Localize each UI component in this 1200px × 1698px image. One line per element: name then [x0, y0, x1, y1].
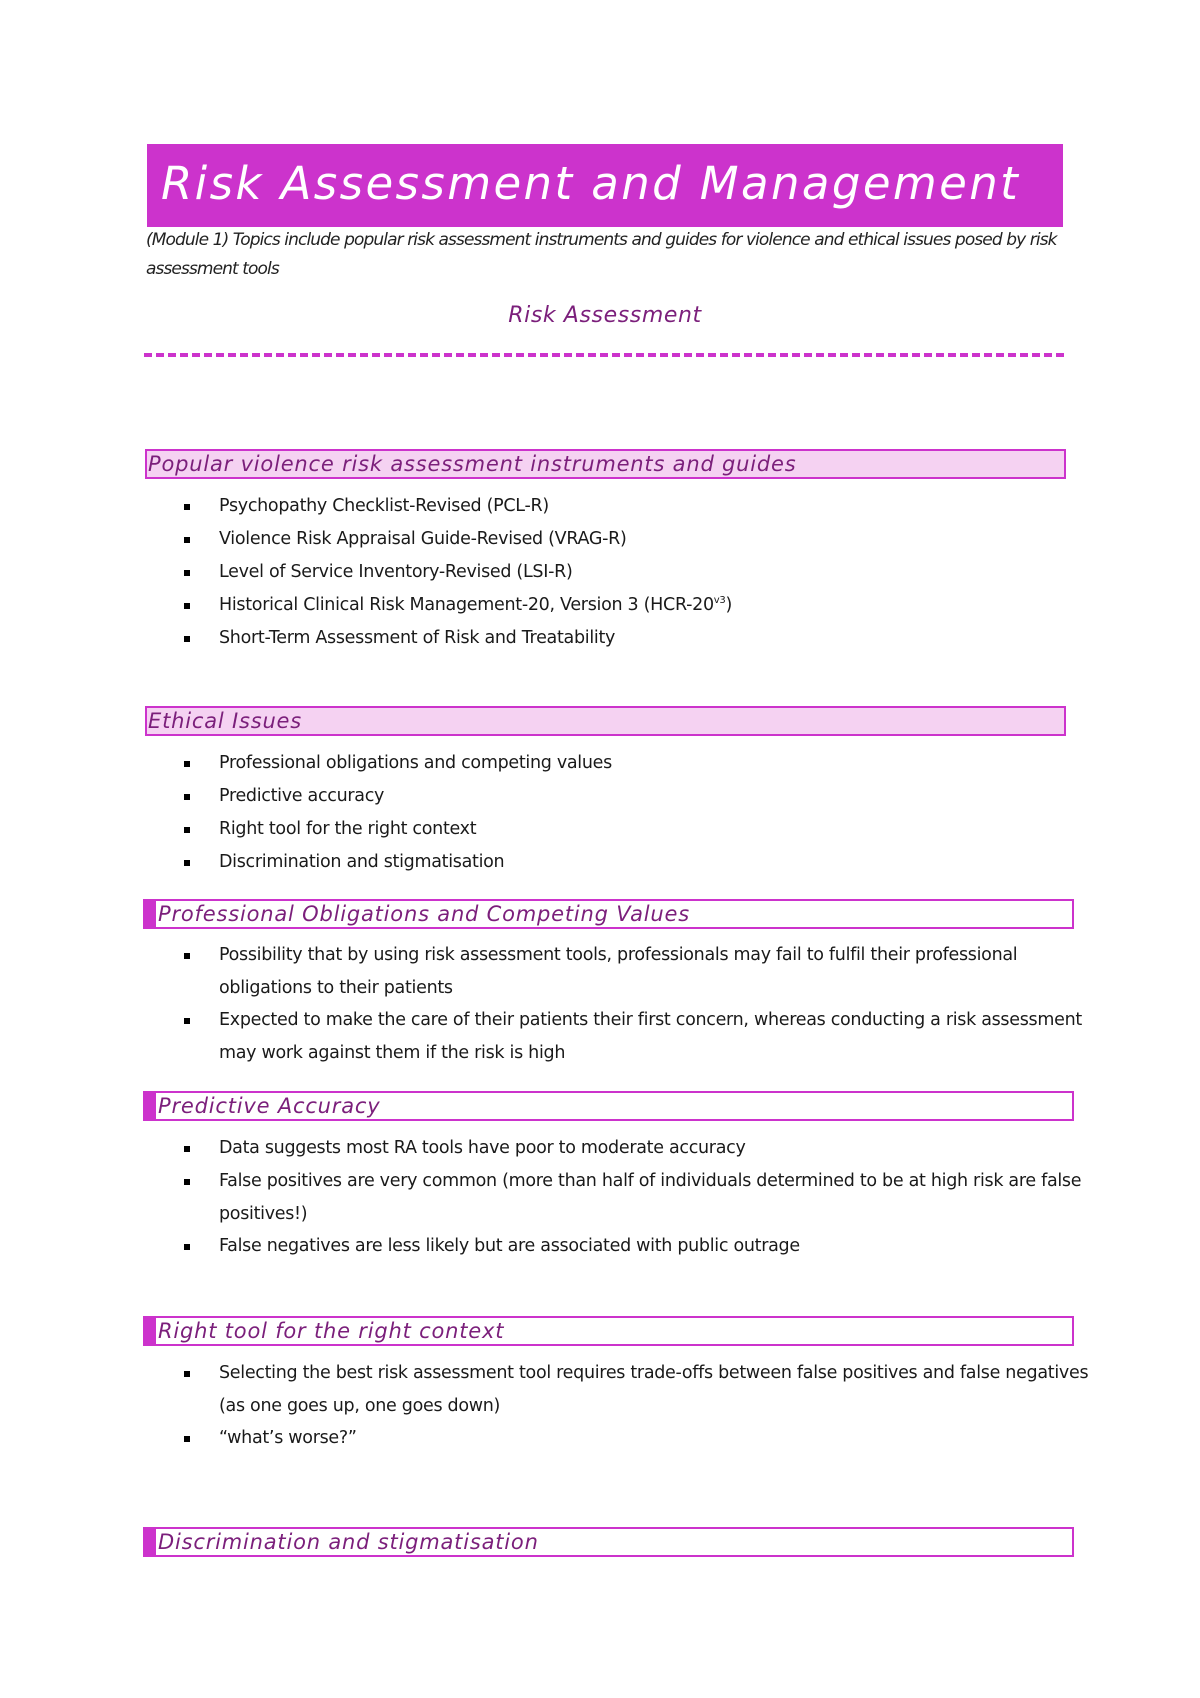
- list-item: Data suggests most RA tools have poor to moderate accuracy: [183, 1132, 1089, 1165]
- heading-right-tool: Right tool for the right context: [143, 1316, 1074, 1346]
- list-item: False positives are very common (more than half of individuals determined to be at high risk are false positives!): [183, 1165, 1089, 1230]
- list-item: Possibility that by using risk assessment tools, professionals may fail to fulfil their professional obligations to their patients: [183, 939, 1089, 1004]
- hcr-superscript: v3: [713, 595, 726, 607]
- list-item: Violence Risk Appraisal Guide-Revised (VRAG-R): [183, 523, 1089, 556]
- ethical-list: [183, 747, 1089, 879]
- list-item: Predictive accuracy: [183, 780, 1089, 813]
- document-subtitle: (Module 1) Topics include popular risk assessment instruments and guides for violence and ethical issues posed by risk assessment tools: [146, 230, 1057, 279]
- accuracy-list: [183, 1132, 1089, 1263]
- heading-discrimination: Discrimination and stigmatisation: [143, 1527, 1074, 1557]
- list-item: [183, 589, 1089, 622]
- context-list: [183, 1357, 1089, 1455]
- instruments-list: [183, 490, 1089, 655]
- document-title: Risk Assessment and Management: [161, 157, 1021, 210]
- list-item: Level of Service Inventory-Revised (LSI-R): [183, 556, 1089, 589]
- hcr-close-paren: ): [725, 595, 732, 615]
- heading-predictive-accuracy: Predictive Accuracy: [143, 1091, 1074, 1121]
- dashed-divider: [144, 353, 1064, 357]
- list-item: “what’s worse?”: [183, 1422, 1089, 1455]
- list-item: Discrimination and stigmatisation: [183, 846, 1089, 879]
- list-item: Expected to make the care of their patients their first concern, whereas conducting a risk assessment may work against them if the risk is high: [183, 1004, 1089, 1069]
- hcr-item-text: Historical Clinical Risk Management-20, Version 3 (HCR-20: [219, 595, 714, 615]
- list-item: Professional obligations and competing values: [183, 747, 1089, 780]
- section-title: Risk Assessment: [508, 303, 702, 328]
- heading-instruments: Popular violence risk assessment instruments and guides: [145, 449, 1066, 479]
- list-item: Short-Term Assessment of Risk and Treatability: [183, 622, 1089, 655]
- title-banner: [147, 144, 1063, 227]
- list-item: False negatives are less likely but are associated with public outrage: [183, 1230, 1089, 1263]
- heading-ethical-issues: Ethical Issues: [145, 706, 1066, 736]
- list-item: Right tool for the right context: [183, 813, 1089, 846]
- obligations-list: [183, 939, 1089, 1069]
- list-item: Selecting the best risk assessment tool requires trade-offs between false positives and false negatives (as one goes up, one goes down): [183, 1357, 1089, 1422]
- heading-professional-obligations: Professional Obligations and Competing Values: [143, 899, 1074, 929]
- list-item: Psychopathy Checklist-Revised (PCL-R): [183, 490, 1089, 523]
